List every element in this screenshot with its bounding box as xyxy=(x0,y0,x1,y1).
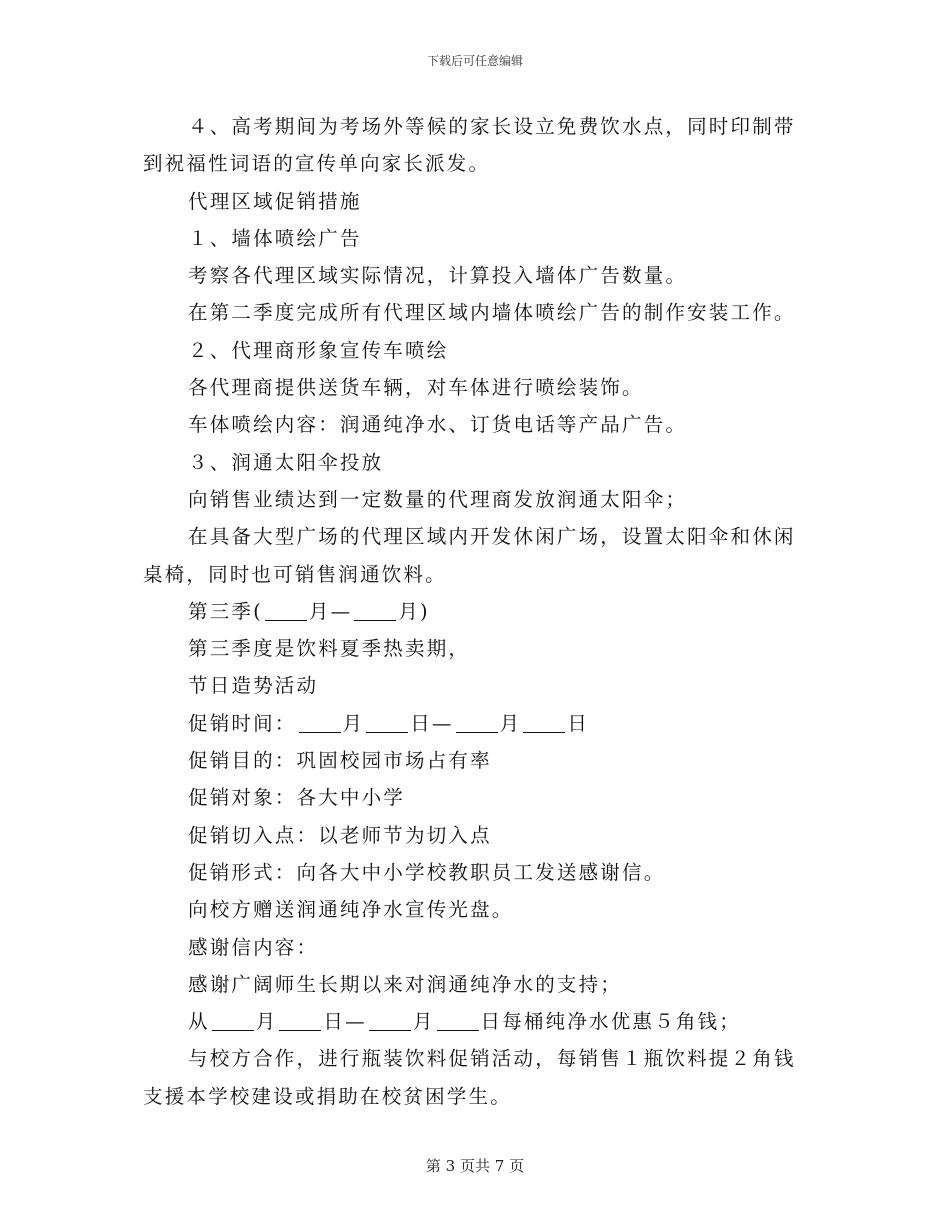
text-segment: 车体喷绘内容：润通纯净水、订货电话等产品广告。 xyxy=(188,413,688,437)
text-segment: 日— xyxy=(410,711,454,735)
page-header: 下载后可任意编辑 xyxy=(426,54,523,68)
text-segment: 到祝福性词语的宣传单向家长派发。 xyxy=(143,152,491,176)
fill-in-blank xyxy=(299,712,341,733)
paragraph-line xyxy=(143,929,803,966)
text-segment: 节日造势活动 xyxy=(188,674,319,698)
text-segment: 月 xyxy=(255,1010,278,1034)
text-segment: 第三季度是饮料夏季热卖期， xyxy=(188,637,471,661)
text-segment: 向校方赠送润通纯净水宣传光盘。 xyxy=(188,898,514,922)
paragraph-line xyxy=(143,966,803,1003)
paragraph-line xyxy=(143,406,803,443)
paragraph-line xyxy=(143,518,803,555)
fill-in-blank xyxy=(437,1010,479,1031)
section-heading xyxy=(143,667,803,704)
text-segment: 感谢广阔师生长期以来对润通纯净水的支持； xyxy=(188,972,623,996)
paragraph-line xyxy=(143,145,803,182)
text-segment: ４、高考期间为考场外等候的家长设立免费饮水点，同时印制带 xyxy=(188,115,796,138)
promo-time-line xyxy=(143,705,803,742)
paragraph-line xyxy=(143,1040,803,1077)
text-segment: 从 xyxy=(188,1010,210,1034)
paragraph-line xyxy=(143,481,803,518)
fill-in-blank xyxy=(279,1010,321,1031)
text-segment: 在第二季度完成所有代理区域内墙体喷绘广告的制作安装工作。 xyxy=(188,301,796,325)
text-segment: 日每桶纯净水优惠５角钱； xyxy=(480,1010,741,1034)
text-segment: 向销售业绩达到一定数量的代理商发放润通太阳伞； xyxy=(188,487,688,511)
fill-in-blank xyxy=(456,712,498,733)
text-segment: 桌椅，同时也可销售润通饮料。 xyxy=(143,562,447,586)
text-segment: 促销时间： xyxy=(188,711,297,735)
paragraph-line xyxy=(143,779,803,816)
text-segment: 与校方合作，进行瓶装饮料促销活动，每销售１瓶饮料提２角钱 xyxy=(188,1047,796,1071)
text-segment: 支援本学校建设或捐助在校贫困学生。 xyxy=(143,1084,512,1108)
paragraph-line xyxy=(143,257,803,294)
text-segment: 促销对象：各大中小学 xyxy=(188,786,406,810)
text-segment: 月 xyxy=(342,711,365,735)
text-segment: １、墙体喷绘广告 xyxy=(188,226,362,250)
paragraph-line xyxy=(143,108,803,145)
paragraph-line xyxy=(143,742,803,779)
paragraph-line xyxy=(143,294,803,331)
text-segment: 日— xyxy=(323,1010,367,1034)
list-item-heading xyxy=(143,220,803,257)
text-segment: 月 xyxy=(499,711,522,735)
page-footer: 第 3 页共 7 页 xyxy=(425,1157,525,1175)
fill-in-blank xyxy=(265,600,307,621)
discount-date-line xyxy=(143,1003,803,1040)
fill-in-blank xyxy=(369,1010,411,1031)
paragraph-line xyxy=(143,1078,803,1115)
text-segment: 月) xyxy=(398,599,430,623)
section-heading xyxy=(143,183,803,220)
fill-in-blank xyxy=(366,712,408,733)
text-segment: 促销目的：巩固校园市场占有率 xyxy=(188,749,492,773)
season-heading xyxy=(143,593,803,630)
text-segment: 代理区域促销措施 xyxy=(188,189,362,213)
fill-in-blank xyxy=(354,600,396,621)
paragraph-line xyxy=(143,817,803,854)
text-segment: 月— xyxy=(308,599,353,623)
text-segment: 考察各代理区域实际情况，计算投入墙体广告数量。 xyxy=(188,264,688,288)
paragraph-line xyxy=(143,854,803,891)
text-segment: 促销切入点：以老师节为切入点 xyxy=(188,823,492,847)
text-segment: ３、润通太阳伞投放 xyxy=(188,450,384,474)
text-segment: 日 xyxy=(567,711,590,735)
paragraph-line xyxy=(143,891,803,928)
paragraph-line xyxy=(143,630,803,667)
list-item-heading xyxy=(143,332,803,369)
paragraph-line xyxy=(143,556,803,593)
text-segment: ２、代理商形象宣传车喷绘 xyxy=(188,338,449,362)
fill-in-blank xyxy=(523,712,565,733)
text-segment: 感谢信内容： xyxy=(188,935,319,959)
text-segment: 促销形式：向各大中小学校教职员工发送感谢信。 xyxy=(188,860,666,884)
text-segment: 各代理商提供送货车辆，对车体进行喷绘装饰。 xyxy=(188,376,644,400)
text-segment: 月 xyxy=(412,1010,435,1034)
document-body xyxy=(143,108,803,1115)
text-segment: 在具备大型广场的代理区域内开发休闲广场，设置太阳伞和休闲 xyxy=(188,525,796,549)
text-segment: 第三季( xyxy=(188,599,263,623)
fill-in-blank xyxy=(212,1010,254,1031)
list-item-heading xyxy=(143,444,803,481)
paragraph-line xyxy=(143,369,803,406)
